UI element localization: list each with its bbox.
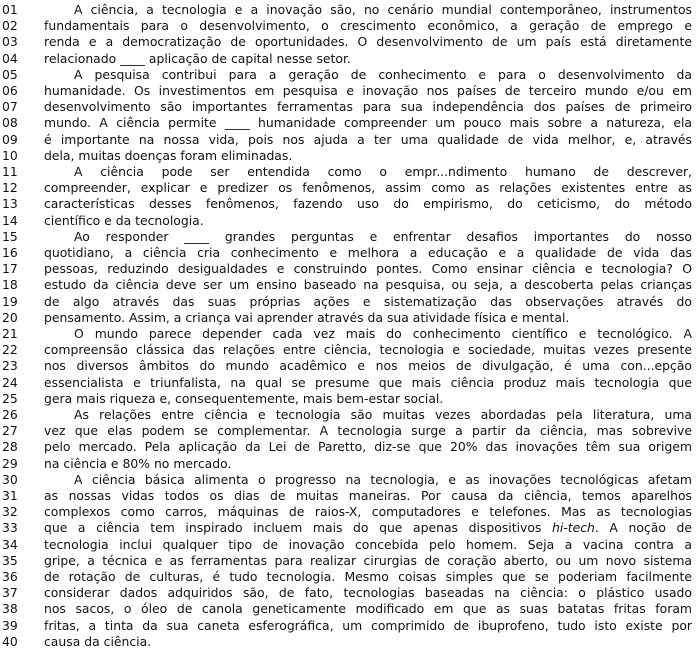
line-number: 17	[2, 261, 18, 277]
line-text: estudo da ciência deve ser um ensino baseado na pesquisa, ou seja, a descoberta pelas crianças	[44, 277, 692, 293]
text-line	[0, 407, 700, 423]
line-text: Ao responder ____ grandes perguntas e enfrentar desafios importantes do nosso	[74, 228, 692, 244]
text-line	[0, 148, 700, 164]
line-number: 31	[2, 488, 18, 503]
line-text: renda e a democratização de oportunidades. O desenvolvimento de um país está diretamente	[44, 34, 692, 50]
line-number: 28	[2, 439, 18, 455]
text-line	[0, 342, 700, 358]
text-line	[0, 261, 700, 277]
text-line	[0, 51, 700, 67]
line-text: compreender, explicar e predizer os fenômenos, assim como as relações existentes entre as	[44, 180, 692, 196]
text-line	[0, 99, 700, 115]
line-number: 15	[2, 228, 18, 244]
line-number: 36	[2, 569, 18, 584]
line-text: pelo mercado. Pela aplicação da Lei de Paretto, diz-se que 20% das inovações têm sua origem	[44, 439, 692, 455]
line-text: causa da ciência.	[44, 633, 152, 649]
line-text: O mundo parece depender cada vez mais do conhecimento científico e tecnológico. A	[74, 326, 692, 341]
text-line	[0, 472, 700, 488]
text-line	[0, 375, 700, 391]
line-text: compreensão clássica das relações entre ciência, tecnologia e sociedade, muitas vezes presente	[44, 342, 692, 358]
line-number: 18	[2, 277, 18, 293]
line-number: 08	[2, 115, 18, 131]
line-text: complexos como carros, máquinas de raios-X, computadores e telefones. Mas as tecnologias	[44, 504, 692, 520]
text-line	[0, 196, 700, 212]
text-line	[0, 391, 700, 407]
line-text: científico e da tecnologia.	[44, 212, 204, 228]
line-text: dela, muitas doenças foram eliminadas.	[44, 147, 293, 163]
text-line	[0, 229, 700, 245]
line-text: A pesquisa contribui para a geração de conhecimento e para o desenvolvimento da	[74, 66, 692, 82]
line-number: 13	[2, 196, 18, 212]
line-number: 14	[2, 212, 18, 228]
line-text: que a ciência tem inspirado incluem mais do que apenas dispositivos hi-tech. A noção de	[44, 520, 692, 536]
line-text: tecnologia inclui qualquer tipo de inovação concebida pelo homem. Seja a vacina contra a	[44, 536, 692, 552]
line-text: relacionado ____ aplicação de capital nesse setor.	[44, 50, 351, 66]
text-line	[0, 456, 700, 472]
line-text: A ciência básica alimenta o progresso na tecnologia, e as inovações tecnológicas afetam	[74, 471, 692, 487]
text-line	[0, 520, 700, 536]
line-text: na ciência e 80% no mercado.	[44, 455, 232, 471]
line-number: 07	[2, 99, 18, 115]
line-text: considerar dados adquiridos são, de fato, tecnologias baseadas na ciência: o plástico usado	[44, 585, 692, 601]
line-text: desenvolvimento são importantes ferramentas para sua independência dos países de primeiro	[44, 99, 692, 115]
line-number: 26	[2, 407, 18, 422]
text-line	[0, 180, 700, 196]
line-number: 38	[2, 601, 18, 617]
line-number: 16	[2, 245, 18, 260]
line-text: as nossas vidas todos os dias de muitas maneiras. Por causa da ciência, temos aparelhos	[44, 488, 692, 503]
line-text: nos diversos âmbitos do mundo acadêmico e nos meios de divulgação, é uma con...epção	[44, 358, 692, 374]
line-text: nos sacos, o óleo de canola geneticamente modificado em que as suas batatas fritas foram	[44, 601, 692, 617]
text-line	[0, 310, 700, 326]
line-text: é importante na nossa vida, pois nos ajuda a ter uma qualidade de vida melhor, e, através	[44, 131, 692, 147]
text-line	[0, 618, 700, 634]
text-line	[0, 67, 700, 83]
line-text: pensamento. Assim, a criança vai aprender através da sua atividade física e mental.	[44, 309, 570, 325]
text-line	[0, 132, 700, 148]
text-line	[0, 213, 700, 229]
line-text: vez que elas podem se complementar. A tecnologia surge a partir da ciência, mas sobrevive	[44, 423, 692, 439]
text-line	[0, 634, 700, 650]
line-text: A ciência pode ser entendida como o empr...ndimento humano de descrever,	[74, 164, 692, 179]
text-line	[0, 326, 700, 342]
text-line	[0, 164, 700, 180]
text-line	[0, 245, 700, 261]
line-number: 25	[2, 390, 18, 406]
line-number: 23	[2, 358, 18, 374]
text-line	[0, 504, 700, 520]
line-number: 03	[2, 34, 18, 50]
line-number: 06	[2, 83, 18, 98]
text-line	[0, 115, 700, 131]
line-number: 22	[2, 342, 18, 358]
emphasis-text: hi-tech	[551, 520, 595, 536]
text-line	[0, 488, 700, 504]
line-number: 19	[2, 293, 18, 309]
line-number: 35	[2, 552, 18, 568]
line-number: 30	[2, 471, 18, 487]
text-line	[0, 18, 700, 34]
line-number: 39	[2, 617, 18, 633]
line-text: pessoas, reduzindo desigualdades e construindo pontes. Como ensinar ciência e tecnologia? O	[44, 261, 692, 277]
line-number: 21	[2, 326, 18, 341]
text-line	[0, 601, 700, 617]
line-text: gera mais riqueza e, consequentemente, mais bem-estar social.	[44, 390, 444, 406]
line-number: 20	[2, 309, 18, 325]
line-text: características desses fenômenos, fazendo uso do empirismo, do ceticismo, do método	[44, 196, 692, 212]
text-line	[0, 439, 700, 455]
text-line	[0, 34, 700, 50]
text-line	[0, 585, 700, 601]
text-line	[0, 423, 700, 439]
line-number: 12	[2, 180, 18, 196]
line-number: 27	[2, 423, 18, 439]
line-text: mundo. A ciência permite ____ humanidade compreender um pouco mais sobre a natureza, ela	[44, 115, 692, 131]
line-text: gripe, a técnica e as ferramentas para realizar cirurgias de coração aberto, ou um novo sistema	[44, 552, 692, 568]
line-text: de algo através das suas próprias ações e sistematização das observações através do	[44, 293, 692, 309]
line-text: quotidiano, a ciência cria conhecimento e melhora a educação e a qualidade de vida das	[44, 245, 692, 260]
line-number: 02	[2, 18, 18, 34]
text-line	[0, 537, 700, 553]
line-text: de rotação de culturas, é tudo tecnologia. Mesmo coisas simples que se poderiam facilmente	[44, 569, 692, 584]
line-text: As relações entre ciência e tecnologia são muitas vezes abordadas pela literatura, uma	[74, 407, 692, 422]
line-number: 37	[2, 585, 18, 601]
line-text: A ciência, a tecnologia e a inovação são, no cenário mundial contemporâneo, instrumentos	[74, 2, 692, 17]
line-number: 34	[2, 536, 18, 552]
line-number: 01	[2, 2, 18, 17]
line-number: 33	[2, 520, 18, 536]
line-number: 10	[2, 147, 18, 163]
line-number: 32	[2, 504, 18, 520]
text-line	[0, 277, 700, 293]
line-text: humanidade. Os investimentos em pesquisa e inovação nos países de terceiro mundo e/ou em	[44, 83, 692, 98]
line-number: 09	[2, 131, 18, 147]
line-number: 11	[2, 164, 18, 179]
text-line	[0, 83, 700, 99]
line-number: 05	[2, 66, 18, 82]
line-number: 29	[2, 455, 18, 471]
line-number: 24	[2, 374, 18, 390]
text-line	[0, 2, 700, 18]
line-text: essencialista e triunfalista, na qual se presume que mais ciência produz mais tecnologia que	[44, 374, 692, 390]
text-line	[0, 553, 700, 569]
line-number: 04	[2, 50, 18, 66]
line-number: 40	[2, 633, 18, 649]
line-text: fundamentais para o desenvolvimento, o crescimento econômico, a geração de emprego e	[44, 18, 692, 34]
text-line	[0, 294, 700, 310]
text-line	[0, 358, 700, 374]
line-text: fritas, a tinta da sua caneta esferográfica, um comprimido de ibuprofeno, tudo isto existe por	[44, 617, 692, 633]
text-line	[0, 569, 700, 585]
